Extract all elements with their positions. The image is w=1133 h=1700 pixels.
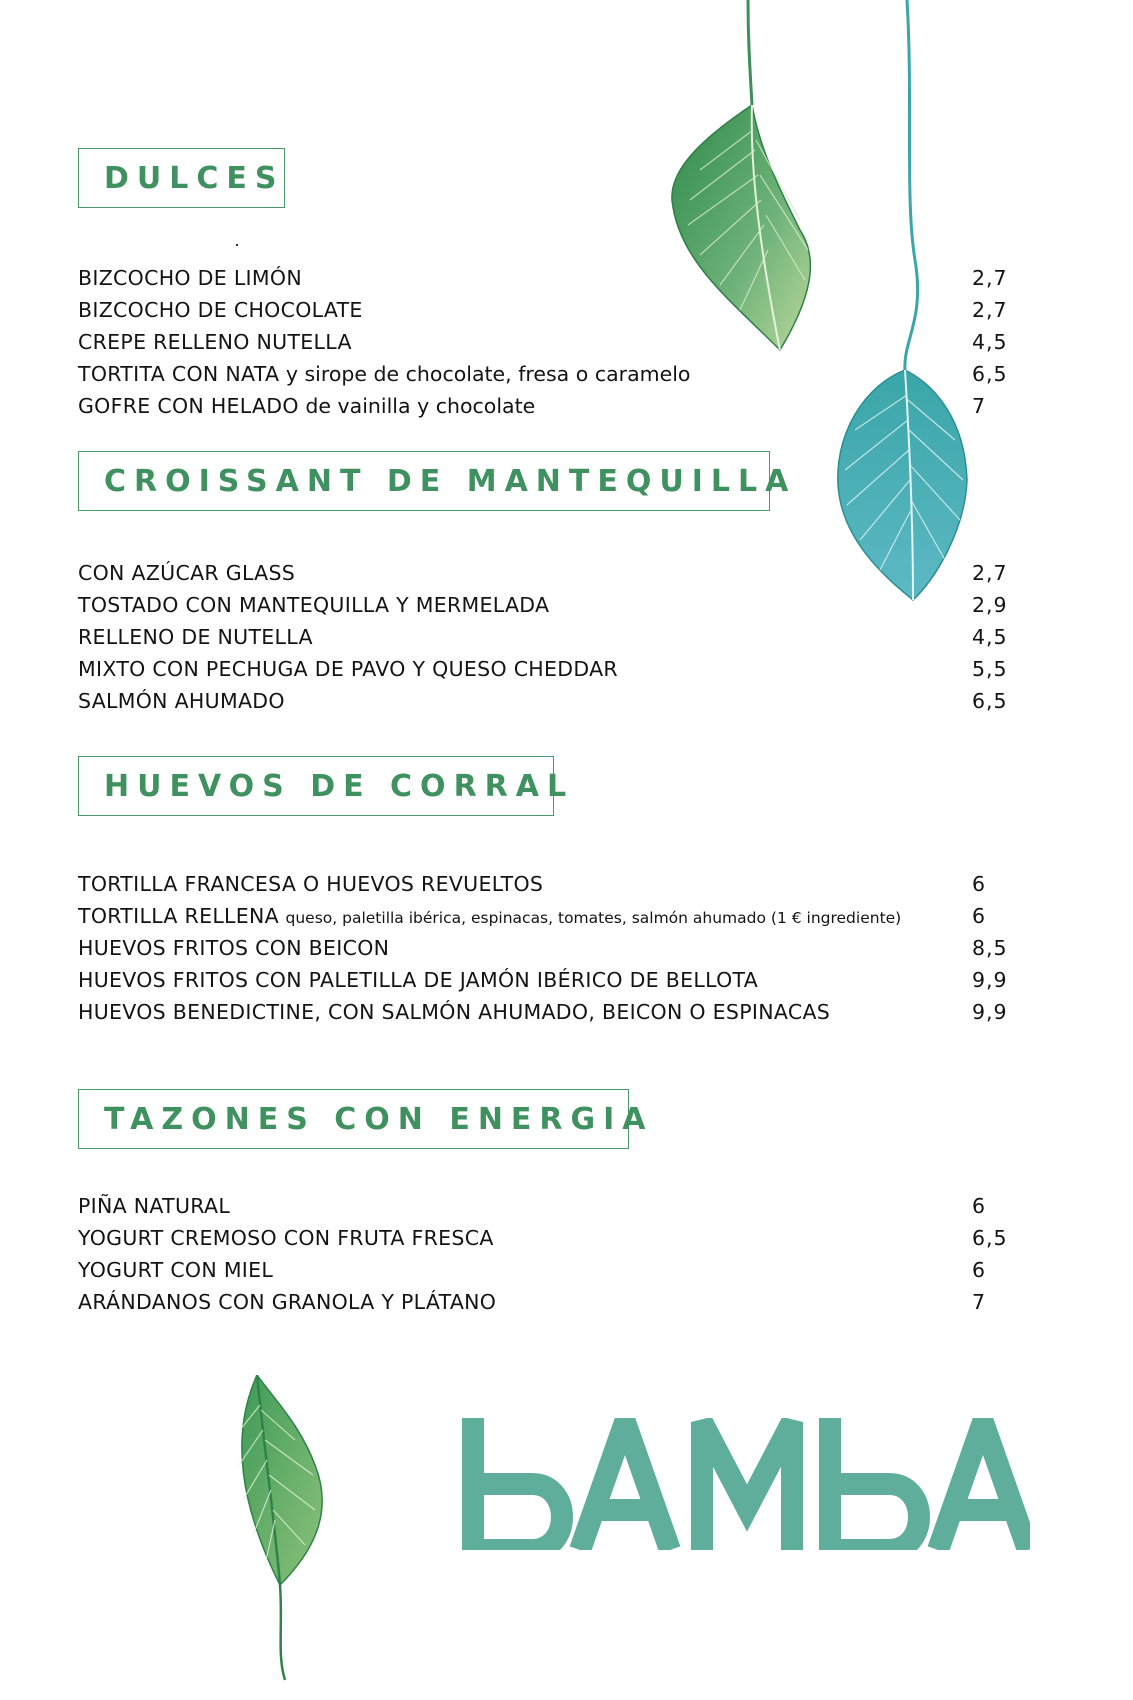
menu-item: [78, 868, 1008, 900]
item-name: YOGURT CON MIEL: [78, 1258, 274, 1282]
section-header-tazones: [78, 1089, 654, 1149]
item-price: 7: [972, 1290, 987, 1314]
item-name: TORTITA CON NATA: [78, 362, 280, 386]
menu-item: [78, 326, 1008, 358]
item-name: HUEVOS FRITOS CON PALETILLA DE JAMÓN IBÉRICO DE BELLOTA: [78, 968, 759, 992]
menu-item: [78, 1254, 1008, 1286]
item-description: y sirope de chocolate, fresa o caramelo: [285, 362, 691, 386]
section-header-dulces: [78, 148, 285, 208]
menu-item: [78, 996, 1008, 1028]
section-title: DULCES: [104, 160, 285, 196]
item-name: SALMÓN AHUMADO: [78, 689, 285, 713]
item-price: 2,7: [972, 266, 1008, 290]
menu-item: [78, 932, 1008, 964]
item-price: 5,5: [972, 657, 1008, 681]
item-price: 9,9: [972, 968, 1008, 992]
item-price: 4,5: [972, 625, 1008, 649]
item-description: de vainilla y chocolate: [305, 394, 536, 418]
item-price: 4,5: [972, 330, 1008, 354]
item-name: TORTILLA RELLENA: [78, 904, 279, 928]
item-name: TOSTADO CON MANTEQUILLA Y MERMELADA: [78, 593, 550, 617]
menu-item: [78, 653, 1008, 685]
menu-item: [78, 557, 1008, 589]
menu-item: [78, 900, 1008, 932]
menu-item: [78, 390, 1008, 422]
item-name: YOGURT CREMOSO CON FRUTA FRESCA: [78, 1226, 494, 1250]
item-price: 2,9: [972, 593, 1008, 617]
item-price: 6,5: [972, 689, 1008, 713]
menu-item: [78, 964, 1008, 996]
menu-item: [78, 294, 1008, 326]
section-title: TAZONES CON ENERGIA: [104, 1101, 654, 1137]
menu-item: [78, 621, 1008, 653]
item-price: 8,5: [972, 936, 1008, 960]
item-price: 6,5: [972, 362, 1008, 386]
section-items-huevos: [78, 868, 1008, 1028]
menu-item: [78, 358, 1008, 390]
menu-item: [78, 262, 1008, 294]
item-price: 6: [972, 1258, 987, 1282]
item-price: 9,9: [972, 1000, 1008, 1024]
section-header-croissant: [78, 451, 797, 511]
section-items-tazones: [78, 1190, 1008, 1318]
section-items-dulces: [78, 262, 1008, 422]
section-items-croissant: [78, 557, 1008, 717]
item-name: CON AZÚCAR GLASS: [78, 561, 296, 585]
section-title: HUEVOS DE CORRAL: [104, 768, 575, 804]
item-name: BIZCOCHO DE LIMÓN: [78, 266, 302, 290]
item-price: 6: [972, 1194, 987, 1218]
item-name: GOFRE CON HELADO: [78, 394, 299, 418]
green-leaf-bottom-icon: [235, 1375, 355, 1685]
item-name: PIÑA NATURAL: [78, 1194, 231, 1218]
menu-item: [78, 1190, 1008, 1222]
item-name: HUEVOS FRITOS CON BEICON: [78, 936, 390, 960]
item-price: 6: [972, 872, 987, 896]
stray-dot: [236, 244, 238, 246]
bamba-logo: [462, 1418, 1030, 1550]
item-name: HUEVOS BENEDICTINE, CON SALMÓN AHUMADO, BEICON O ESPINACAS: [78, 1000, 831, 1024]
section-title: CROISSANT DE MANTEQUILLA: [104, 463, 797, 499]
menu-item: [78, 1286, 1008, 1318]
item-name: MIXTO CON PECHUGA DE PAVO Y QUESO CHEDDAR: [78, 657, 618, 681]
menu-item: [78, 1222, 1008, 1254]
section-header-huevos: [78, 756, 575, 816]
item-price: 6,5: [972, 1226, 1008, 1250]
item-price: 2,7: [972, 298, 1008, 322]
menu-item: [78, 685, 1008, 717]
item-description: queso, paletilla ibérica, espinacas, tomates, salmón ahumado (1 € ingrediente): [285, 909, 902, 927]
item-name: BIZCOCHO DE CHOCOLATE: [78, 298, 363, 322]
item-name: ARÁNDANOS CON GRANOLA Y PLÁTANO: [78, 1290, 497, 1314]
item-name: RELLENO DE NUTELLA: [78, 625, 313, 649]
item-price: 6: [972, 904, 987, 928]
menu-item: [78, 589, 1008, 621]
item-price: 7: [972, 394, 987, 418]
item-price: 2,7: [972, 561, 1008, 585]
item-name: CREPE RELLENO NUTELLA: [78, 330, 352, 354]
item-name: TORTILLA FRANCESA O HUEVOS REVUELTOS: [78, 872, 544, 896]
